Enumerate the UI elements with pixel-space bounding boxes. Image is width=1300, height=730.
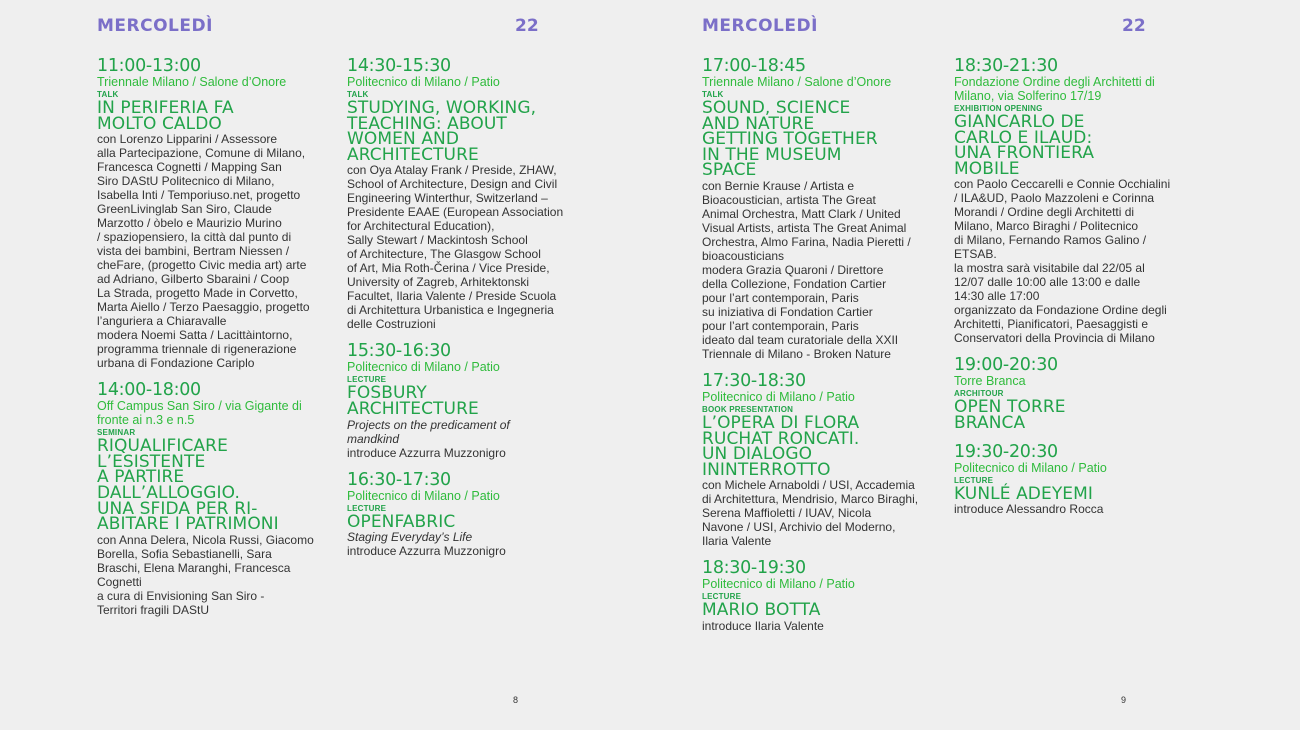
event-type: TALK [97, 90, 119, 99]
event-time: 17:30-18:30 [702, 370, 806, 391]
event-description: introduce Azzurra Muzzonigro [347, 544, 506, 559]
event-time: 14:30-15:30 [347, 56, 451, 76]
event-entry [954, 57, 1204, 345]
event-title: KUNLÉ ADEYEMI [954, 483, 1094, 504]
event-venue: Off Campus San Siro / via Gigante di fronte ai n.3 e n.5 [97, 399, 302, 428]
event-entry [702, 372, 942, 548]
event-description: introduce Alessandro Rocca [954, 502, 1104, 517]
event-type: LECTURE [702, 592, 742, 602]
event-venue: Politecnico di Milano / Patio [347, 75, 500, 89]
event-time: 14:00-18:00 [97, 380, 201, 401]
event-entry [97, 381, 337, 617]
event-venue: Politecnico di Milano / Patio [347, 488, 500, 503]
event-time: 18:30-19:30 [702, 558, 806, 579]
event-description: con Paolo Ceccarelli e Connie Occhialini / ILA&UD, Paolo Mazzoleni e Corinna Morandi / Ordine degli Architetti di Milano, Marco Biraghi / Politecnico di Milano, Fernando Ramos Galino / ETSAB. la mostra sarà visitabile dal 22/05 al 12/07 dalle 10:00 alle 13:00 e dalle 14:30 alle 17:00 organizzato da Fondazione Ordine degli Architetti, Pianificatori, Paesaggisti e Conservatori della Provincia di Milano [954, 177, 1171, 346]
event-title: FOSBURY ARCHITECTURE [347, 383, 479, 419]
event-title: STUDYING, WORKING, TEACHING: ABOUT WOMEN AND ARCHITECTURE [347, 98, 537, 165]
event-type: LECTURE [347, 503, 387, 513]
event-title: L’OPERA DI FLORA RUCHAT RONCATI. UN DIALOGO ININTERROTTO [702, 412, 860, 480]
page-number: 8 [513, 695, 519, 705]
event-time: 18:30-21:30 [954, 56, 1058, 76]
column [702, 57, 942, 644]
event-venue: Politecnico di Milano / Patio [347, 360, 500, 375]
event-title: OPENFABRIC [347, 511, 456, 532]
page-right [650, 0, 1300, 730]
event-time: 17:00-18:45 [702, 56, 806, 76]
column [954, 57, 1204, 527]
event-type: ARCHITOUR [954, 389, 1004, 399]
event-venue: Triennale Milano / Salone d’Onore [97, 75, 287, 89]
event-entry [954, 443, 1204, 517]
event-venue: Fondazione Ordine degli Architetti di Milano, via Solferino 17/19 [954, 75, 1155, 103]
page-number: 9 [1121, 695, 1127, 705]
event-time: 11:00-13:00 [97, 56, 201, 76]
event-time: 19:00-20:30 [954, 355, 1058, 376]
event-title: OPEN TORRE BRANCA [954, 397, 1066, 433]
event-title: SOUND, SCIENCE AND NATURE GETTING TOGETHER IN THE MUSEUM SPACE [702, 98, 878, 181]
event-type: EXHIBITION OPENING [954, 104, 1043, 113]
column [97, 57, 337, 628]
event-entry [347, 342, 597, 459]
event-description: con Oya Atalay Frank / Preside, ZHAW, School of Architecture, Design and Civil Engineering Winterthur, Switzerland – Presidente EAAE (European Association for Architectural Education), Sally Stewart / Mackintosh School of Architecture, The Glasgow School of Art, Mia Roth-Čerina / Vice Preside, University of Zagreb, Arhitektonski Facultet, Ilaria Valente / Preside Scuola di Architettura Urbanistica e Ingegneria delle Costruzioni [347, 163, 564, 332]
date-header: 22 [1122, 16, 1146, 36]
event-venue: Triennale Milano / Salone d’Onore [702, 75, 892, 89]
event-type: TALK [347, 90, 369, 99]
event-title: IN PERIFERIA FA MOLTO CALDO [97, 98, 234, 134]
event-description: introduce Azzurra Muzzonigro [347, 445, 506, 460]
event-description: con Anna Delera, Nicola Russi, Giacomo Borella, Sofia Sebastianelli, Sara Braschi, Elena Maranghi, Francesca Cognetti a cura di Envisioning San Siro - Territori fragili DAStU [97, 532, 314, 617]
event-title: MARIO BOTTA [702, 600, 821, 621]
event-title: GIANCARLO DE CARLO E ILAUD: UNA FRONTIERA MOBILE [954, 112, 1095, 179]
event-type: SEMINAR [97, 428, 136, 438]
event-entry [702, 559, 942, 633]
event-title: RIQUALIFICARE L’ESISTENTE A PARTIRE DALL’ALLOGGIO. UNA SFIDA PER RI- ABITARE I PATRIMONI [97, 436, 279, 535]
event-entry [97, 57, 337, 370]
event-subtitle: Projects on the predicament of mandkind [347, 417, 510, 446]
event-type: LECTURE [347, 375, 387, 385]
event-time: 19:30-20:30 [954, 441, 1058, 462]
event-time: 16:30-17:30 [347, 469, 451, 490]
event-type: TALK [702, 90, 724, 99]
event-venue: Politecnico di Milano / Patio [954, 460, 1107, 475]
day-header: MERCOLEDÌ [97, 16, 213, 36]
event-entry [954, 356, 1204, 431]
event-description: con Bernie Krause / Artista e Bioacoustician, artista The Great Animal Orchestra, Matt Clark / United Visual Artists, artista The Great Animal Orchestra, Almo Farina, Nadia Pieretti / bioacousticians modera Grazia Quaroni / Direttore della Collezione, Fondation Cartier pour l’art contemporain, Paris su iniziativa di Fondation Cartier pour l’art contemporain, Paris ideato dal team curatoriale della XXII Triennale di Milano - Broken Nature [702, 178, 911, 361]
day-header: MERCOLEDÌ [702, 16, 818, 36]
event-type: LECTURE [954, 475, 994, 485]
date-header: 22 [515, 16, 539, 36]
event-venue: Torre Branca [954, 374, 1026, 389]
event-description: introduce Ilaria Valente [702, 618, 824, 633]
event-venue: Politecnico di Milano / Patio [702, 577, 855, 592]
event-time: 15:30-16:30 [347, 341, 451, 362]
event-entry [347, 471, 597, 559]
event-subtitle: Staging Everyday’s Life [347, 530, 473, 545]
event-type: BOOK PRESENTATION [702, 404, 794, 414]
event-entry [347, 57, 597, 331]
event-venue: Politecnico di Milano / Patio [702, 389, 855, 404]
event-entry [702, 57, 942, 361]
event-description: con Michele Arnaboldi / USI, Accademia di Architettura, Mendrisio, Marco Biraghi, Serena Maffioletti / IUAV, Nicola Navone / USI, Archivio del Moderno, Ilaria Valente [702, 478, 919, 549]
event-description: con Lorenzo Lipparini / Assessore alla Partecipazione, Comune di Milano, Francesca Cognetti / Mapping San Siro DAStU Politecnico di Milano, Isabella Inti / Temporiuso.net, progetto GreenLivinglab San Siro, Claude Marzotto / òbelo e Maurizio Murino / spaziopensiero, la città dal punto di vista dei bambini, Bertram Niessen / cheFare, (progetto Civic media art) arte ad Adriano, Gilberto Sbaraini / Coop La Strada, progetto Made in Corvetto, Marta Aiello / Terzo Paesaggio, progetto l’anguriera a Chiaravalle modera Noemi Satta / Lacittàintorno, programma triennale di rigenerazione urbana di Fondazione Cariplo [97, 132, 310, 371]
column [347, 57, 597, 569]
